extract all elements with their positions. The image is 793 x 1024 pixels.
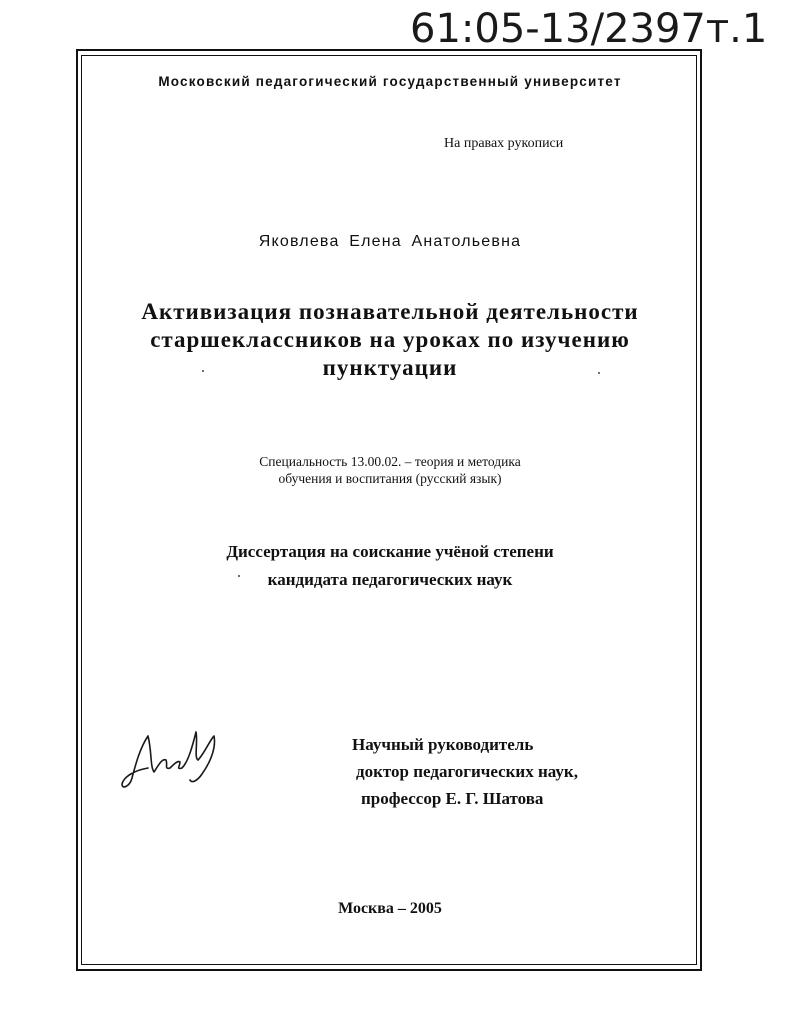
- scan-speck: [238, 575, 240, 577]
- manuscript-note: На правах рукописи: [444, 136, 564, 151]
- specialty-line: Специальность 13.00.02. – теория и методика: [259, 454, 521, 469]
- supervisor-role: Научный руководитель: [352, 735, 534, 754]
- title-line: Активизация познавательной деятельности: [141, 299, 639, 324]
- specialty-line: обучения и воспитания (русский язык): [278, 471, 502, 486]
- archive-code-text: 61:05-13/2397т.1: [410, 6, 768, 50]
- degree-statement: [90, 538, 690, 594]
- degree-line: Диссертация на соискание учёной степени: [226, 542, 554, 561]
- title-line: пунктуации: [322, 355, 458, 380]
- degree-line: кандидата педагогических наук: [267, 570, 513, 589]
- supervisor-name: профессор Е. Г. Шатова: [361, 789, 544, 808]
- dissertation-title: [90, 298, 690, 382]
- author-name: Яковлева Елена Анатольевна: [258, 233, 522, 250]
- scan-speck: [598, 372, 600, 374]
- specialty: [90, 453, 690, 487]
- supervisor-degree: доктор педагогических наук,: [356, 762, 578, 781]
- page-frame-inner: [81, 55, 697, 965]
- scan-speck: [202, 370, 204, 372]
- title-line: старшеклассников на уроках по изучению: [150, 327, 630, 352]
- university-name: Московский педагогический государственный университет: [158, 74, 622, 89]
- archive-code-handwritten: [400, 4, 780, 50]
- author-signature: [118, 718, 228, 796]
- supervisor-block: [352, 731, 682, 812]
- city-year: Москва – 2005: [338, 900, 442, 917]
